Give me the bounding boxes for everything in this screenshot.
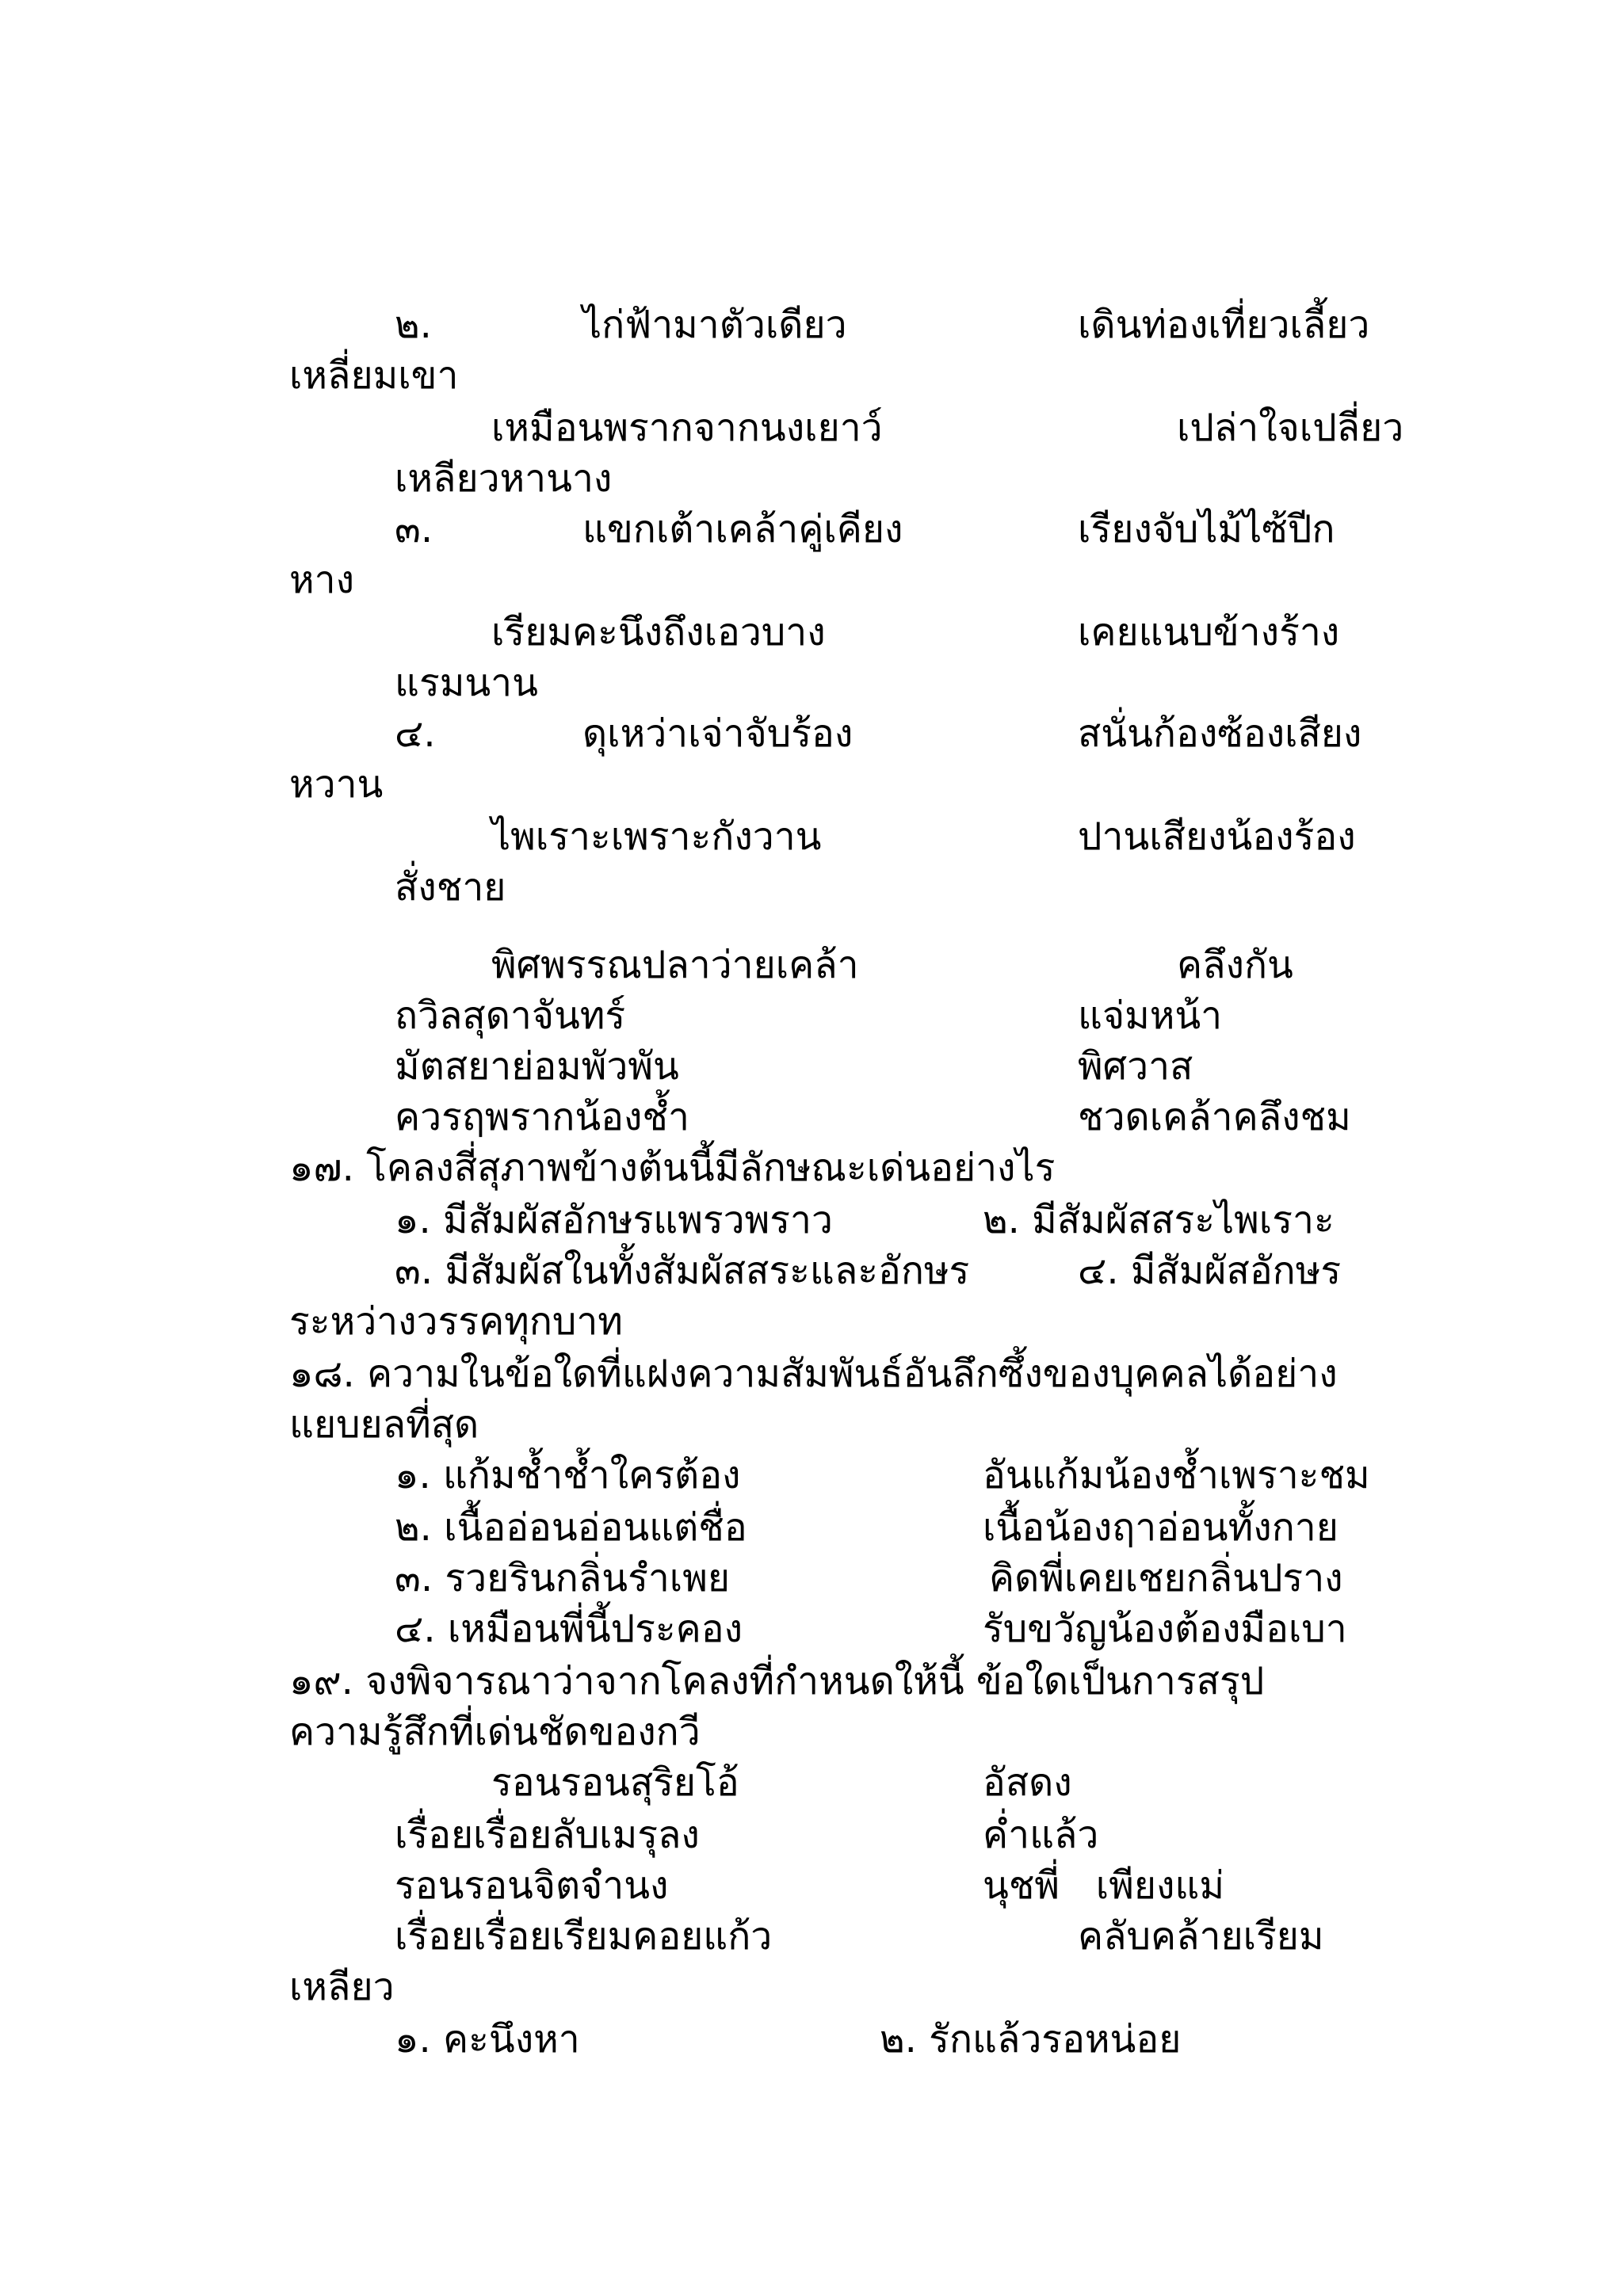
choice-continuation: ระหว่างวรรคทุกบาท — [289, 1299, 623, 1344]
poem-line: คลับคล้ายเรียม — [1078, 1914, 1324, 1958]
question-18-continuation: แยบยลที่สุด — [289, 1402, 479, 1447]
choice: ๓. รวยรินกลิ่นรำเพย — [395, 1556, 730, 1600]
choice: ๔. เหมือนพี่นี้ประคอง — [395, 1607, 743, 1651]
poem-line: แรมนาน — [395, 661, 538, 705]
poem-line: ไพเราะเพราะกังวาน — [491, 814, 822, 859]
poem-line: เหลียวหานาง — [395, 456, 613, 501]
item-number: ๒. — [395, 303, 432, 347]
item-number: ๔. — [395, 711, 436, 756]
choice-verse: คิดพี่เคยเชยกลิ่นปราง — [989, 1556, 1343, 1600]
question-18: ๑๘. ความในข้อใดที่แฝงความสัมพันธ์อันลึกซึ้งของบุคคลได้อย่าง — [289, 1352, 1338, 1396]
poem-line: ถวิลสุดาจันทร์ — [395, 994, 626, 1038]
choice: ๑. คะนึงหา — [395, 2017, 580, 2061]
choice-verse: รับขวัญน้องต้องมือเบา — [983, 1607, 1347, 1651]
poem-line: เรียงจับไม้ไซ้ปีก — [1078, 507, 1335, 551]
question-19: ๑๙. จงพิจารณาว่าจากโคลงที่กำหนดให้นี้ ข้อใดเป็นการสรุป — [289, 1659, 1265, 1703]
poem-line: ค่ำแล้ว — [983, 1813, 1099, 1857]
choice-verse: อันแก้มน้องช้ำเพราะชม — [983, 1453, 1370, 1497]
poem-line: สั่งชาย — [395, 865, 506, 910]
poem-line: ดุเหว่าเจ่าจับร้อง — [582, 711, 854, 756]
choice-verse: เนื้อน้องฤาอ่อนทั้งกาย — [983, 1505, 1338, 1550]
poem-line: ไก่ฟ้ามาตัวเดียว — [582, 303, 847, 347]
poem-line: มัตสยาย่อมพัวพัน — [395, 1044, 679, 1089]
question-19-continuation: ความรู้สึกที่เด่นชัดของกวี — [289, 1710, 701, 1754]
poem-line: คลึงกัน — [1177, 943, 1293, 987]
poem-line: อัสดง — [983, 1760, 1072, 1805]
item-number: ๓. — [395, 507, 433, 551]
poem-line: เรียมคะนึงถึงเอวบาง — [491, 610, 826, 654]
poem-line: ชวดเคล้าคลึงชม — [1078, 1095, 1351, 1139]
poem-line: ควรฤพรากน้องช้ำ — [395, 1095, 689, 1139]
question-17: ๑๗. โคลงสี่สุภาพข้างต้นนี้มีลักษณะเด่นอย่างไร — [289, 1146, 1056, 1190]
choice: ๑. แก้มช้ำช้ำใครต้อง — [395, 1453, 741, 1497]
choice: ๒. รักแล้วรอหน่อย — [880, 2017, 1182, 2061]
poem-line: เหลียว — [289, 1965, 395, 2009]
choice: ๒. เนื้ออ่อนอ่อนแต่ชื่อ — [395, 1505, 747, 1550]
choice: ๔. มีสัมผัสอักษร — [1078, 1249, 1342, 1293]
poem-line: เปล่าใจเปลี่ยว — [1177, 406, 1404, 450]
poem-line: พิศพรรณปลาว่ายเคล้า — [491, 943, 859, 987]
choice: ๑. มีสัมผัสอักษรแพรวพราว — [395, 1198, 833, 1242]
poem-line: เหลี่ยมเขา — [289, 353, 459, 398]
poem-line: เรื่อยเรื่อยเรียมคอยแก้ว — [395, 1914, 773, 1958]
poem-line: ปานเสียงน้องร้อง — [1078, 814, 1356, 859]
poem-line: เดินท่องเที่ยวเลี้ยว — [1078, 303, 1370, 347]
poem-line: รอนรอนจิตจำนง — [395, 1863, 669, 1908]
poem-line: หวาน — [289, 762, 384, 807]
poem-line: เหมือนพรากจากนงเยาว์ — [491, 406, 883, 450]
poem-line: เคยแนบข้างร้าง — [1078, 610, 1340, 654]
poem-line: รอนรอนสุริยโอ้ — [491, 1760, 739, 1805]
choice: ๓. มีสัมผัสในทั้งสัมผัสสระและอักษร — [395, 1249, 970, 1293]
poem-line: แจ่มหน้า — [1078, 994, 1223, 1038]
poem-line: สนั่นก้องซ้องเสียง — [1078, 711, 1362, 756]
poem-line: พิศวาส — [1078, 1044, 1193, 1089]
choice: ๒. มีสัมผัสสระไพเราะ — [983, 1198, 1335, 1242]
poem-line: แขกเต้าเคล้าคู่เคียง — [582, 507, 903, 551]
poem-line: นุชพี่ เพียงแม่ — [983, 1863, 1224, 1908]
poem-line: หาง — [289, 558, 355, 602]
poem-line: เรื่อยเรื่อยลับเมรุลง — [395, 1813, 700, 1857]
